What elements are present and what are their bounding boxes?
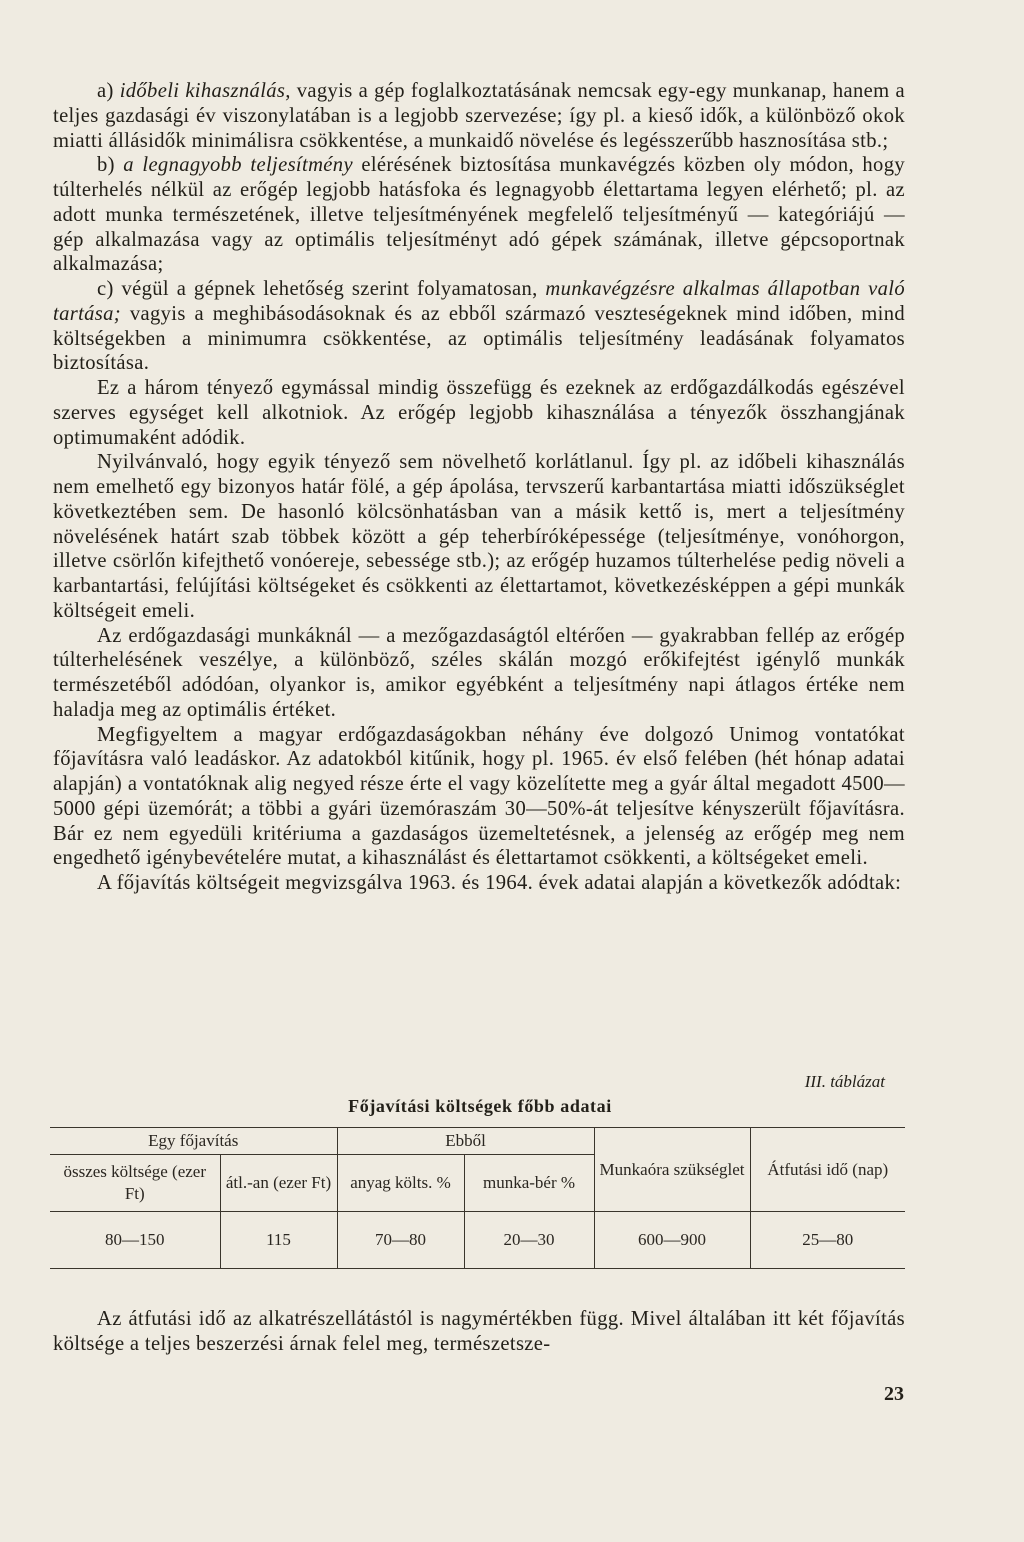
paragraph-a-label: a): [97, 80, 120, 102]
paragraph-4-text: Ez a három tényező egymással mindig összefügg és ezeknek az erdőgazdálkodás egészével szerves egységet kell alkotniok. Az erőgép legjobb kihasználása a tényezők összhangjának optimumaként adódik.: [53, 377, 905, 449]
paragraph-c-term: munkavégzésre alkalmas állapotban való tartása;: [53, 278, 905, 325]
header-atlagos: átl.-an (ezer Ft): [220, 1155, 337, 1212]
paragraph-6: [53, 624, 905, 723]
header-munkaora: Munkaóra szükséglet: [594, 1128, 750, 1212]
table-cell: 115: [220, 1212, 337, 1269]
header-anyag-koltseg: anyag költs. %: [337, 1155, 464, 1212]
page-number: 23: [884, 1383, 904, 1405]
paragraph-c-label: c) végül a gépnek lehetőség szerint folyamatosan,: [97, 278, 546, 300]
paragraph-b-text: elérésének biztosítása munkavégzés közben oly módon, hogy túlterhelés nélkül az erőgép legjobb hatásfoka és legnagyobb élettartama legyen elérhető; pl. az adott munka természetének, illetve teljesítményének megfelelő teljesítményű — kategóriájú — gép alkalmazása vagy az optimális teljesítményt adó gépek számának, illetve gépcsoportnak alkalmazása;: [53, 154, 905, 276]
paragraph-8: [53, 871, 905, 896]
cost-table: [50, 1127, 905, 1269]
paragraph-a-text: vagyis a gép foglalkoztatásának nemcsak egy-egy munkanap, hanem a teljes gazdasági év viszonylatában is a legjobb szervezése; így pl. a kieső idők, a különböző okok miatti állásidők minimálisra csökkentése, a munkaidő növelése és legésszerűbb hasznosítása stb.;: [53, 80, 905, 152]
header-ebbol: Ebből: [337, 1128, 594, 1155]
table-row: [50, 1212, 905, 1269]
paragraph-7-text: Megfigyeltem a magyar erdőgazdaságokban néhány éve dolgozó Unimog vontatókat főjavításra való leadáskor. Az adatokból kitűnik, hogy pl. 1965. év első felében (hét hónap adatai alapján) a vontatóknak alig negyed része érte el vagy közelítette meg a gyár által megadott 4500—5000 gépi üzemórát; a többi a gyári üzemóraszám 30—50%-át teljesítve kényszerült főjavításra. Bár ez nem egyedüli kritériuma a gazdaságos üzemeltetésnek, a jelenség az erőgép meg nem engedhető igénybevételére mutat, a kihasználást és élettartamot csökkenti, a költségeket emeli.: [53, 723, 905, 870]
paragraph-8-text: A főjavítás költségeit megvizsgálva 1963. és 1964. évek adatai alapján a következők adódtak:: [97, 872, 902, 894]
paragraph-b-term: a legnagyobb teljesítmény: [123, 154, 353, 177]
paragraph-c-text: vagyis a meghibásodásoknak és az ebből származó veszteségeknek mind időben, mind költségekben a minimumra csökkentése, az optimális teljesítmény leadásának folyamatos biztosítása.: [53, 302, 905, 375]
paragraph-5-text: Nyilvánvaló, hogy egyik tényező sem növelhető korlátlanul. Így pl. az időbeli kihasználás nem emelhető egy bizonyos határ fölé, a gép ápolása, tervszerű karbantartása miatti időszükséglet következtében sem. De hasonló kölcsönhatásban van a másik kettő is, mert a teljesítmény növelésének határt szab többek között a gép teherbíróképessége (teljesítménye, vonóhorgon, illetve csörlőn kifejthető vonóereje, sebessége stb.); az erőgép huzamos túlterhelése pedig növeli a karbantartási, felújítási költségeket és csökkenti az élettartamot, következésképpen a gépi munkák költségeit emeli.: [53, 451, 905, 622]
body-text: [53, 79, 905, 896]
header-osszes-koltseg: összes költsége (ezer Ft): [50, 1155, 220, 1212]
table-caption: III. táblázat: [804, 1072, 885, 1091]
table-cell: 80—150: [50, 1212, 220, 1269]
paragraph-c: [53, 277, 905, 376]
paragraph-5: [53, 450, 905, 623]
header-munkaber: munka-bér %: [464, 1155, 594, 1212]
table-cell: 25—80: [750, 1212, 905, 1269]
table-cell: 70—80: [337, 1212, 464, 1269]
table-cell: 600—900: [594, 1212, 750, 1269]
table-title: Főjavítási költségek főbb adatai: [348, 1096, 612, 1116]
paragraph-6-text: Az erdőgazdasági munkáknál — a mezőgazdaságtól eltérően — gyakrabban fellép az erőgép túlterhelésének veszélye, a különböző, széles skálán mozgó erőkifejtést igénylő munkák természetéből adódóan, olyankor is, amikor egyébként a teljesítmény napi átlagos értéke nem haladja meg az optimális értéket.: [53, 624, 905, 721]
paragraph-7: [53, 723, 905, 872]
closing-paragraph: Az átfutási idő az alkatrészellátástól is nagymértékben függ. Mivel általában itt két főjavítás költsége a teljes beszerzési árnak felel meg, természetsze-: [53, 1308, 905, 1355]
closing-text: [53, 1307, 905, 1357]
header-egy-fojavitas: Egy főjavítás: [50, 1128, 337, 1155]
paragraph-b-label: b): [97, 154, 124, 177]
table-cell: 20—30: [464, 1212, 594, 1269]
paragraph-b: [53, 153, 905, 277]
paragraph-a-term: időbeli kihasználás,: [119, 80, 291, 102]
header-atfutasi-ido: Átfutási idő (nap): [750, 1128, 905, 1212]
paragraph-4: [53, 376, 905, 450]
paragraph-a: [53, 79, 905, 153]
